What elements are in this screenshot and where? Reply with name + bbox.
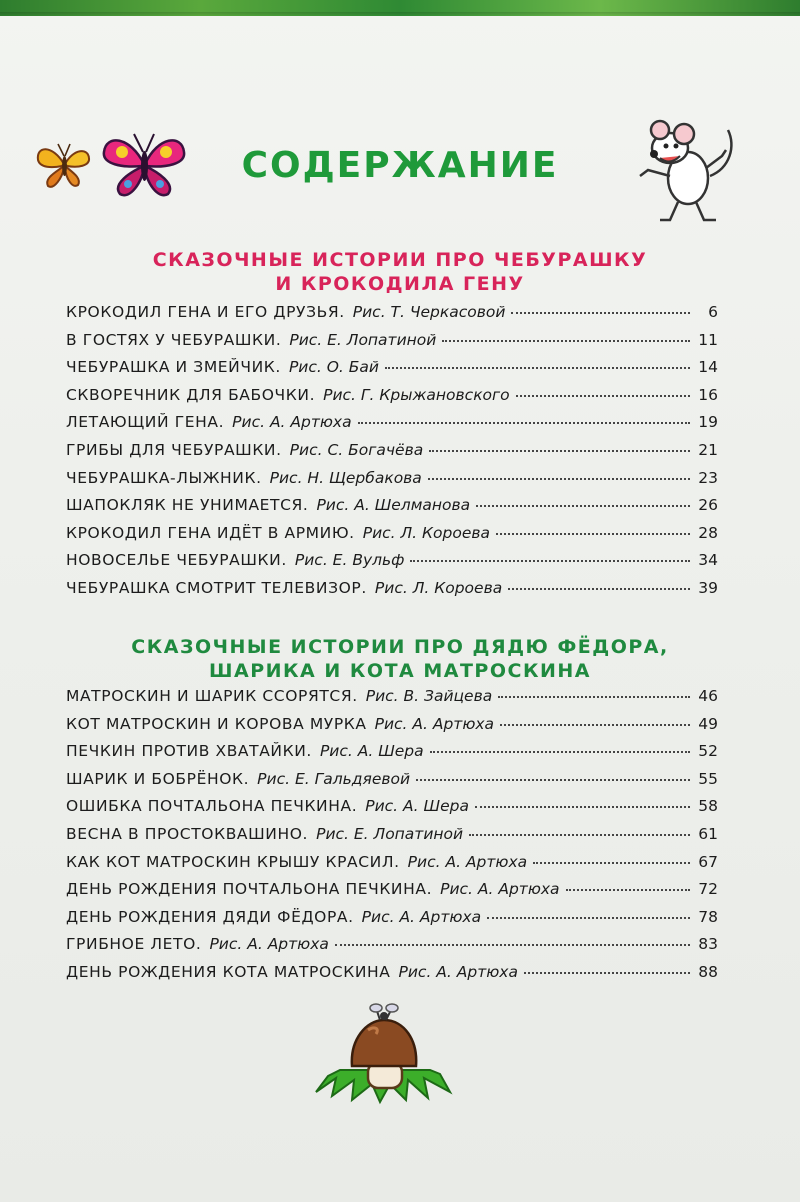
toc-entry-page: 16: [698, 385, 718, 404]
dot-leader: [416, 779, 690, 781]
toc-entry: [66, 386, 718, 414]
toc-entry-artist: Рис. О. Бай: [288, 358, 379, 377]
toc-entry-artist: Рис. Е. Гальдяевой: [257, 769, 411, 788]
dot-leader: [410, 560, 690, 562]
toc-entry: [66, 413, 718, 441]
toc-entry-title: НОВОСЕЛЬЕ ЧЕБУРАШКИ.: [66, 551, 287, 570]
dot-leader: [533, 862, 690, 864]
dot-leader: [385, 367, 690, 369]
toc-entry-page: 39: [698, 578, 718, 597]
toc-entry-page: 67: [698, 852, 718, 871]
toc-entry-title: МАТРОСКИН И ШАРИК ССОРЯТСЯ.: [66, 687, 358, 705]
toc-entry-artist: Рис. В. Зайцева: [365, 687, 493, 705]
toc-entry-title: КАК КОТ МАТРОСКИН КРЫШУ КРАСИЛ.: [66, 852, 400, 871]
toc-entry-artist: Рис. Г. Крыжановского: [323, 385, 510, 404]
toc-entry: [66, 551, 718, 579]
toc-entry-page: 46: [698, 687, 718, 705]
section-heading-line: ШАРИКА И КОТА МАТРОСКИНА: [209, 660, 591, 682]
toc-entry-page: 58: [698, 797, 718, 816]
toc-entry-title: ДЕНЬ РОЖДЕНИЯ ПОЧТАЛЬОНА ПЕЧКИНА.: [66, 880, 433, 899]
toc-entry: [66, 797, 718, 825]
toc-entry-title: ДЕНЬ РОЖДЕНИЯ КОТА МАТРОСКИНА: [66, 962, 391, 981]
toc-entry-page: 52: [698, 742, 718, 761]
dot-leader: [496, 533, 690, 535]
toc-entry-page: 21: [698, 440, 718, 459]
toc-entry-artist: Рис. Т. Черкасовой: [352, 303, 506, 321]
dot-leader: [442, 340, 690, 342]
toc-entry-artist: Рис. А. Артюха: [398, 962, 518, 981]
toc-entry-title: КРОКОДИЛ ГЕНА ИДЁТ В АРМИЮ.: [66, 523, 355, 542]
toc-entry: [66, 715, 718, 743]
toc-entry: [66, 687, 718, 715]
toc-entry-title: КРОКОДИЛ ГЕНА И ЕГО ДРУЗЬЯ.: [66, 303, 345, 321]
page-title: СОДЕРЖАНИЕ: [241, 145, 559, 186]
toc-entry: [66, 880, 718, 908]
toc-entry: [66, 935, 718, 963]
section-heading-line: СКАЗОЧНЫЕ ИСТОРИИ ПРО ЧЕБУРАШКУ: [152, 249, 648, 271]
toc-entry-artist: Рис. Е. Лопатиной: [316, 824, 464, 843]
dot-leader: [475, 806, 690, 808]
toc-entry-artist: Рис. А. Артюха: [440, 880, 560, 899]
toc-entry-page: 23: [698, 468, 718, 487]
toc-entry: [66, 441, 718, 469]
toc-entry: [66, 358, 718, 386]
toc-entry-title: В ГОСТЯХ У ЧЕБУРАШКИ.: [66, 330, 282, 349]
toc-entry-page: 26: [698, 496, 718, 515]
toc-entry-artist: Рис. Е. Лопатиной: [289, 330, 437, 349]
toc-entry-artist: Рис. С. Богачёва: [289, 440, 424, 459]
section-heading-line: И КРОКОДИЛА ГЕНУ: [275, 273, 525, 295]
dot-leader: [498, 696, 690, 698]
toc-entry-page: 78: [698, 907, 718, 926]
toc-entry-artist: Рис. А. Шелманова: [316, 496, 471, 515]
toc-entry-page: 49: [698, 714, 718, 733]
toc-entry: [66, 496, 718, 524]
toc-entry-page: 28: [698, 523, 718, 542]
green-top-border: [0, 0, 800, 16]
toc-entry-artist: Рис. А. Артюха: [209, 935, 329, 954]
toc-entry: [66, 963, 718, 991]
dot-leader: [469, 834, 690, 836]
toc-entry: [66, 331, 718, 359]
dot-leader: [476, 505, 690, 507]
toc-entry-page: 61: [698, 824, 718, 843]
section-heading-cheburashka: [0, 248, 800, 296]
toc-entry-artist: Рис. А. Артюха: [374, 714, 495, 733]
section-heading-prostokvashino: [0, 635, 800, 683]
toc-list-prostokvashino: [66, 687, 718, 991]
dot-leader: [335, 944, 690, 946]
dot-leader: [358, 422, 690, 424]
toc-entry-page: 34: [698, 551, 718, 570]
toc-entry: [66, 770, 718, 798]
toc-entry-artist: Рис. Л. Короева: [374, 578, 503, 597]
toc-entry: [66, 853, 718, 881]
toc-entry-page: 19: [698, 413, 718, 432]
toc-entry-artist: Рис. А. Шера: [365, 797, 469, 816]
dot-leader: [508, 588, 690, 590]
section-heading-line: СКАЗОЧНЫЕ ИСТОРИИ ПРО ДЯДЮ ФЁДОРА,: [131, 636, 669, 658]
toc-entry-title: КОТ МАТРОСКИН И КОРОВА МУРКА: [66, 714, 367, 733]
toc-entry-title: ГРИБНОЕ ЛЕТО.: [66, 935, 202, 954]
toc-entry-title: ШАРИК И БОБРЁНОК.: [66, 769, 250, 788]
toc-entry-title: ПЕЧКИН ПРОТИВ ХВАТАЙКИ.: [66, 742, 312, 761]
toc-entry-artist: Рис. Н. Щербакова: [269, 468, 422, 487]
toc-entry-title: ЧЕБУРАШКА-ЛЫЖНИК.: [66, 468, 262, 487]
toc-entry: [66, 579, 718, 607]
toc-entry-artist: Рис. Е. Вульф: [294, 551, 405, 570]
toc-entry: [66, 825, 718, 853]
toc-entry-title: ВЕСНА В ПРОСТОКВАШИНО.: [66, 824, 309, 843]
toc-entry-title: ДЕНЬ РОЖДЕНИЯ ДЯДИ ФЁДОРА.: [66, 907, 354, 926]
toc-entry-page: 11: [698, 330, 718, 349]
toc-entry-title: ГРИБЫ ДЛЯ ЧЕБУРАШКИ.: [66, 440, 282, 459]
toc-entry-page: 6: [708, 303, 718, 321]
toc-entry: [66, 303, 718, 331]
dot-leader: [429, 450, 690, 452]
toc-entry-title: ШАПОКЛЯК НЕ УНИМАЕТСЯ.: [66, 496, 309, 515]
toc-entry-artist: Рис. А. Артюха: [407, 852, 528, 871]
toc-entry-title: ОШИБКА ПОЧТАЛЬОНА ПЕЧКИНА.: [66, 797, 358, 816]
toc-entry-page: 55: [698, 769, 718, 788]
toc-entry-artist: Рис. А. Шера: [319, 742, 424, 761]
toc-entry-page: 14: [698, 358, 718, 377]
toc-entry-title: ЧЕБУРАШКА СМОТРИТ ТЕЛЕВИЗОР.: [66, 578, 367, 597]
mushroom-icon: [310, 1000, 460, 1108]
dot-leader: [430, 751, 690, 753]
toc-list-cheburashka: [66, 303, 718, 607]
dot-leader: [428, 478, 690, 480]
toc-entry-page: 72: [698, 880, 718, 899]
toc-entry-page: 83: [698, 935, 718, 954]
toc-entry-title: ЧЕБУРАШКА И ЗМЕЙЧИК.: [66, 358, 281, 377]
dot-leader: [500, 724, 690, 726]
toc-entry-title: ЛЕТАЮЩИЙ ГЕНА.: [66, 413, 225, 432]
toc-entry: [66, 524, 718, 552]
dot-leader: [487, 917, 690, 919]
toc-entry-artist: Рис. А. Артюха: [232, 413, 352, 432]
dot-leader: [516, 395, 690, 397]
dot-leader: [566, 889, 690, 891]
toc-entry-title: СКВОРЕЧНИК ДЛЯ БАБОЧКИ.: [66, 385, 316, 404]
dot-leader: [524, 972, 690, 974]
toc-entry-page: 88: [698, 962, 718, 981]
toc-entry: [66, 469, 718, 497]
toc-entry: [66, 908, 718, 936]
toc-entry: [66, 742, 718, 770]
dot-leader: [511, 312, 690, 314]
toc-entry-artist: Рис. Л. Короева: [362, 523, 491, 542]
toc-entry-artist: Рис. А. Артюха: [361, 907, 482, 926]
